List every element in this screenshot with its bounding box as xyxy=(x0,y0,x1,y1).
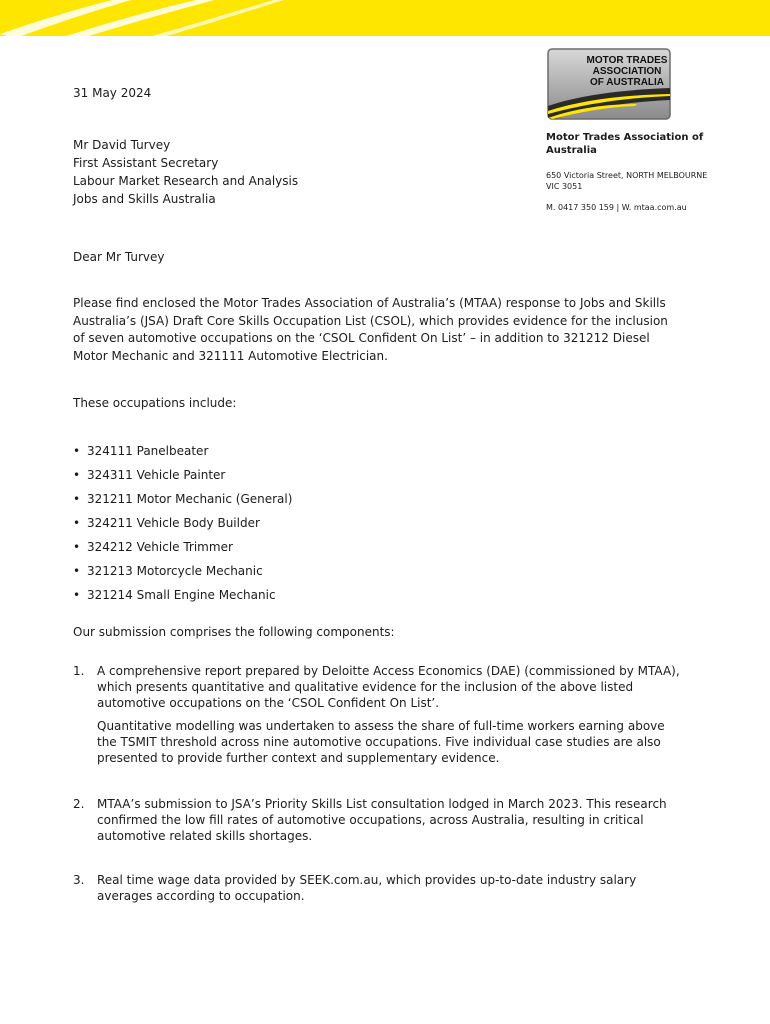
header-banner xyxy=(0,0,770,36)
recipient-block xyxy=(73,136,683,208)
address-line-1: 650 Victoria Street, NORTH MELBOURNE xyxy=(546,171,708,180)
logo-text-3: OF AUSTRALIA xyxy=(589,77,665,88)
component-item-3: 3. Real time wage data provided by SEEK.com.au, which provides up-to-date industry salary averages according to occupation. xyxy=(73,872,683,904)
intro-paragraph: Please find enclosed the Motor Trades Association of Australia’s (MTAA) response to Jobs and Skills Australia’s (JSA) Draft Core Skills Occupation List (CSOL), which provides evidence for the inclusion of seven automotive occupations on the ‘CSOL Confident On List’ – in addition to 321212 Diesel Motor Mechanic and 321111 Automotive Electrician. xyxy=(73,296,668,363)
list-item: • 324311 Vehicle Painter xyxy=(73,468,226,482)
organisation-name-1: Motor Trades Association of xyxy=(546,132,704,143)
list-item: • 321213 Motorcycle Mechanic xyxy=(73,564,263,578)
list-item: • 324111 Panelbeater xyxy=(73,444,209,458)
recipient-organisation: Jobs and Skills Australia xyxy=(73,192,216,206)
logo-text-2: ASSOCIATION xyxy=(592,66,662,77)
component-subtext: Quantitative modelling was undertaken to assess the share of full-time workers earning above the TSMIT threshold across nine automotive occupations. Five individual case studies are also presented to provide further context and supplementary evidence. xyxy=(97,719,665,765)
list-item: • 324212 Vehicle Trimmer xyxy=(73,540,233,554)
component-text: A comprehensive report prepared by Deloitte Access Economics (DAE) (commissioned by MTAA), which presents quantitative and qualitative evidence for the inclusion of the above listed automotive occupations on the ‘CSOL Confident On List’. xyxy=(97,664,680,710)
list-item: • 324211 Vehicle Body Builder xyxy=(73,516,260,530)
organisation-name-2: Australia xyxy=(546,145,597,156)
list-item: • 321211 Motor Mechanic (General) xyxy=(73,492,293,506)
contact-line: M. 0417 350 159 | W. mtaa.com.au xyxy=(546,203,687,212)
component-item-1: 1. A comprehensive report prepared by Deloitte Access Economics (DAE) (commissioned by MTAA), which presents quantitative and qualitative evidence for the inclusion of the above listed automotive occupations on the ‘CSOL Confident On List’. Quantitative modelling was undertaken to assess the share of full-time workers earning above the TSMIT threshold across nine automotive occupations. Five individual case studies are also presented to provide further context and supplementary evidence. xyxy=(73,663,683,766)
recipient-title: First Assistant Secretary xyxy=(73,156,219,170)
recipient-name: Mr David Turvey xyxy=(73,138,171,152)
letter-body xyxy=(73,84,683,904)
components-intro: Our submission comprises the following components: xyxy=(73,625,395,639)
component-item-2: 2. MTAA’s submission to JSA’s Priority Skills List consultation lodged in March 2023. This research confirmed the low fill rates of automotive occupations, across Australia, resulting in critical automotive related skills shortages. xyxy=(73,796,683,844)
letter-date: 31 May 2024 xyxy=(73,86,152,100)
logo-text-1: MOTOR TRADES xyxy=(586,55,668,66)
component-text: Real time wage data provided by SEEK.com.au, which provides up-to-date industry salary averages according to occupation. xyxy=(97,873,637,903)
occupations-intro: These occupations include: xyxy=(73,396,237,410)
component-text: MTAA’s submission to JSA’s Priority Skills List consultation lodged in March 2023. This research confirmed the low fill rates of automotive occupations, across Australia, resulting in critical automotive related skills shortages. xyxy=(97,797,667,843)
recipient-division: Labour Market Research and Analysis xyxy=(73,174,299,188)
address-line-2: VIC 3051 xyxy=(546,182,583,191)
components-list xyxy=(73,663,683,904)
occupations-list xyxy=(73,442,683,604)
list-item: • 321214 Small Engine Mechanic xyxy=(73,588,276,602)
salutation: Dear Mr Turvey xyxy=(73,250,165,264)
road-stripes-graphic xyxy=(0,0,770,36)
